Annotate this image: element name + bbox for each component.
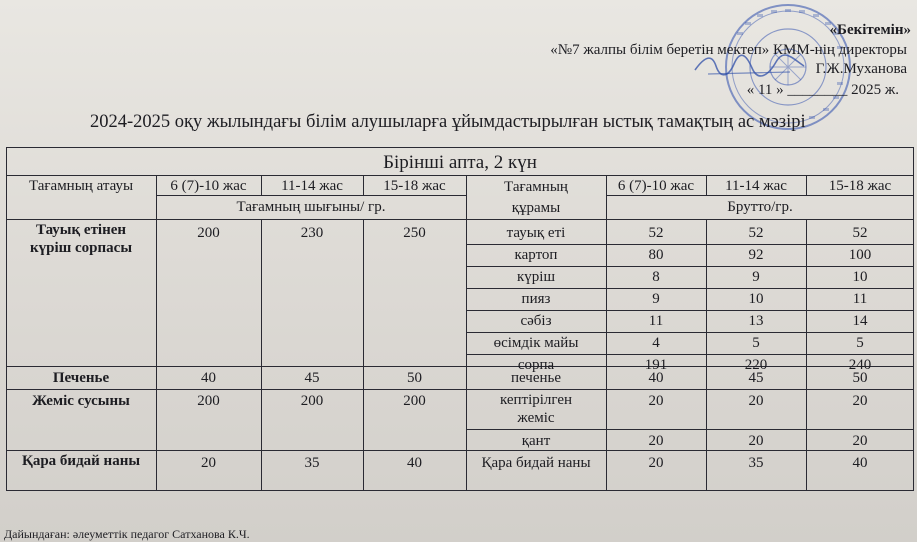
ingredient-gross: 20: [648, 433, 664, 449]
table-caption: Бірінші апта, 2 күн: [383, 152, 537, 173]
ingredient-gross: 40: [648, 370, 664, 386]
dish-yield-value: 40: [201, 370, 216, 386]
header-gross-age-15-18: 15-18 жас: [828, 178, 892, 194]
ingredient-gross: 45: [748, 370, 764, 386]
dish-yield-value: 250: [403, 225, 426, 241]
prepared-by: Дайындаған: әлеуметтік педагог Сатханова К.Ч.: [4, 527, 250, 541]
ingredient-gross: 5: [856, 335, 864, 351]
ingredient-gross: 20: [748, 393, 764, 409]
ingredient-gross: 14: [852, 313, 868, 329]
ingredient-name: пияз: [521, 291, 551, 307]
dish-yield-value: 20: [201, 455, 216, 471]
ingredient-gross: 80: [648, 247, 664, 263]
header-gross: Брутто/гр.: [727, 199, 793, 215]
ingredient-gross: 20: [648, 393, 664, 409]
ingredient-gross: 9: [752, 269, 760, 285]
dish-name: Жеміс сусыны: [32, 393, 130, 409]
ingredient-gross: 5: [752, 335, 760, 351]
ingredient-gross: 10: [748, 291, 764, 307]
ingredient-gross: 11: [852, 291, 868, 307]
ingredient-gross: 240: [848, 357, 872, 373]
ingredient-name: печенье: [510, 370, 562, 386]
ingredient-gross: 35: [748, 455, 764, 471]
ingredient-gross: 9: [652, 291, 660, 307]
ingredient-gross: 11: [648, 313, 664, 329]
ingredient-name: күріш: [516, 269, 555, 285]
header-age-6-10: 6 (7)-10 жас: [170, 178, 247, 194]
ingredient-gross: 20: [852, 393, 868, 409]
header-gross-age-6-10: 6 (7)-10 жас: [617, 178, 695, 194]
approval-line-name: Г.Ж.Муханова: [815, 61, 907, 77]
ingredient-gross: 10: [852, 269, 868, 285]
menu-table: [6, 147, 914, 491]
ingredient-name: өсімдік майы: [493, 335, 579, 351]
approval-line-director: «№7 жалпы білім беретін мектеп» КММ-нің директоры: [550, 42, 907, 58]
dish-yield-value: 35: [304, 455, 320, 471]
ingredient-gross: 220: [744, 357, 768, 373]
dish-yield-value: 200: [403, 393, 426, 409]
dish-yield-value: 200: [197, 225, 220, 241]
ingredient-name: картоп: [514, 247, 558, 263]
page-title: 2024-2025 оқу жылындағы білім алушыларға ұйымдастырылған ыстық тамақтың ас мәзірі: [90, 112, 806, 132]
dish-yield-value: 200: [300, 393, 324, 409]
dish-yield-value: 45: [304, 370, 320, 386]
ingredient-gross: 92: [748, 247, 764, 263]
ingredient-gross: 20: [748, 433, 764, 449]
header-dish-name: Тағамның атауы: [28, 178, 134, 194]
ingredient-gross: 4: [652, 335, 660, 351]
ingredient-name: сәбіз: [520, 313, 552, 329]
dish-yield-value: 40: [407, 455, 422, 471]
ingredient-gross: 8: [652, 269, 660, 285]
header-age-11-14: 11-14 жас: [281, 178, 343, 194]
ingredient-name: Қара бидай наны: [481, 455, 591, 471]
ingredient-gross: 13: [748, 313, 764, 329]
dish-yield-value: 50: [407, 370, 422, 386]
dish-name: Қара бидай наны: [21, 453, 141, 469]
ingredient-gross: 52: [648, 225, 664, 241]
ingredient-gross: 20: [648, 455, 664, 471]
ingredient-gross: 20: [852, 433, 868, 449]
ingredient-gross: 50: [852, 370, 868, 386]
ingredient-gross: 100: [848, 247, 872, 263]
dish-name: Печенье: [52, 370, 110, 386]
ingredient-gross: 191: [644, 357, 668, 373]
header-dish-yield: Тағамның шығыны/ гр.: [236, 199, 386, 215]
ingredient-gross: 52: [748, 225, 764, 241]
header-gross-age-11-14: 11-14 жас: [725, 178, 787, 194]
dish-yield-value: 230: [300, 225, 324, 241]
ingredient-gross: 40: [852, 455, 868, 471]
dish-yield-value: 200: [197, 393, 220, 409]
header-age-15-18: 15-18 жас: [383, 178, 446, 194]
ingredient-name: қант: [521, 433, 551, 449]
ingredient-gross: 52: [852, 225, 868, 241]
header-composition: Тағамның құрамы: [504, 179, 568, 216]
ingredient-name: сорпа: [517, 357, 555, 373]
ingredient-name: тауық еті: [506, 225, 566, 241]
approval-title: «Бекітемін»: [829, 22, 911, 38]
ingredient-name: кептірілген жеміс: [499, 392, 573, 426]
dish-name: Тауық етінен күріш сорпасы: [29, 222, 133, 256]
approval-line-date: « 11 » ________ 2025 ж.: [746, 82, 899, 98]
